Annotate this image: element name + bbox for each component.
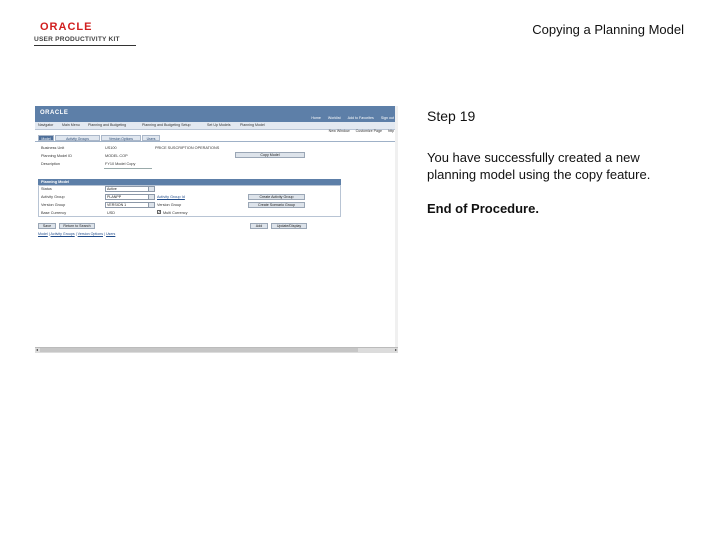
- business-unit-label: Business Unit: [41, 146, 65, 150]
- version-group-field[interactable]: [105, 202, 155, 208]
- copy-model-button[interactable]: Copy Model: [235, 152, 305, 158]
- home-link[interactable]: Home: [311, 116, 321, 120]
- base-currency-label: Base Currency: [41, 211, 67, 215]
- step-description: You have successfully created a new planning model using the copy feature.: [427, 150, 651, 182]
- new-window-link[interactable]: New Window: [328, 129, 350, 133]
- worklist-link[interactable]: Worklist: [327, 116, 341, 120]
- end-of-procedure: End of Procedure.: [427, 201, 539, 216]
- save-button[interactable]: Save: [38, 223, 56, 229]
- description-field[interactable]: FY10 Model Copy: [105, 162, 136, 166]
- slide-title: Copying a Planning Model: [532, 22, 684, 37]
- app-header-links: [305, 116, 394, 120]
- create-scenario-group-button[interactable]: Create Scenario Group: [248, 202, 305, 208]
- lookup-icon: [148, 203, 154, 207]
- multi-currency-checkbox[interactable]: ✓: [158, 210, 161, 214]
- model-id-value: MODEL COP: [105, 154, 128, 158]
- description-label: Description: [41, 162, 60, 166]
- vertical-scrollbar[interactable]: [395, 106, 398, 347]
- bottom-tab-links: Model | Activity Groups | Version Options | Users: [38, 232, 116, 236]
- version-group-value: VERSION 1: [107, 203, 127, 207]
- application-screenshot: [35, 106, 398, 353]
- bottom-link-version-options[interactable]: Version Options: [77, 232, 104, 236]
- business-unit-desc: PRICE SUSCRIPTION OPERATIONS: [155, 146, 220, 150]
- scroll-right-icon[interactable]: ▸: [394, 347, 397, 352]
- multi-currency-label: Multi Currency: [163, 211, 188, 215]
- activity-group-label: Activity Group: [41, 195, 65, 199]
- http-link[interactable]: http: [388, 129, 394, 133]
- tab-model[interactable]: Model: [38, 135, 54, 141]
- app-header-bar: [35, 106, 398, 122]
- tab-users[interactable]: Users: [142, 135, 160, 141]
- tab-activity-groups[interactable]: Activity Groups: [55, 135, 100, 141]
- description-underline: [104, 168, 152, 169]
- add-favorites-link[interactable]: Add to Favorites: [347, 116, 374, 120]
- breadcrumb-item[interactable]: Main Menu: [62, 123, 80, 127]
- business-unit-value: US100: [105, 146, 117, 150]
- scroll-left-icon[interactable]: ◂: [35, 347, 38, 352]
- step-number: Step 19: [427, 108, 476, 124]
- activity-group-value: PLANPP: [107, 195, 122, 199]
- version-group-label: Version Group: [41, 203, 66, 207]
- status-label: Status: [41, 187, 52, 191]
- create-activity-group-button[interactable]: Create Activity Group: [248, 194, 305, 200]
- page-tools: [324, 129, 394, 133]
- model-id-label: Planning Model ID: [41, 154, 73, 158]
- breadcrumb-item[interactable]: Planning Model: [240, 123, 265, 127]
- version-group-desc: Version Group: [157, 203, 182, 207]
- planning-model-panel: [38, 185, 341, 217]
- customize-page-link[interactable]: Customize Page: [355, 129, 382, 133]
- planning-model-panel-title: Planning Model: [38, 179, 341, 185]
- chevron-down-icon: [148, 187, 154, 191]
- bottom-link-users[interactable]: Users: [105, 232, 116, 236]
- breadcrumb-item[interactable]: Planning and Budgeting Setup: [142, 123, 191, 127]
- tab-version-options[interactable]: Version Options: [101, 135, 141, 141]
- return-to-search-button[interactable]: Return to Search: [59, 223, 95, 229]
- activity-group-field[interactable]: [105, 194, 155, 200]
- scroll-thumb[interactable]: [40, 348, 358, 352]
- app-oracle-logo: ORACLE: [40, 110, 69, 116]
- add-button-label: Add: [255, 224, 263, 228]
- base-currency-value: USD: [107, 211, 116, 215]
- update-display-button[interactable]: [271, 223, 307, 229]
- update-display-label: Update/Display: [276, 224, 302, 228]
- upk-subtitle: USER PRODUCTIVITY KIT: [34, 36, 120, 43]
- breadcrumb-item[interactable]: Planning and Budgeting: [88, 123, 127, 127]
- breadcrumb-item[interactable]: Navigator: [38, 123, 54, 127]
- sign-out-link[interactable]: Sign out: [380, 116, 394, 120]
- lookup-icon: [148, 195, 154, 199]
- logo-underline: [34, 45, 136, 46]
- breadcrumb-item[interactable]: Set Up Models: [207, 123, 231, 127]
- horizontal-scrollbar[interactable]: [35, 347, 398, 353]
- status-select[interactable]: [105, 186, 155, 192]
- add-button[interactable]: [250, 223, 268, 229]
- bottom-link-activity-groups[interactable]: Activity Groups: [50, 232, 75, 236]
- bottom-link-model[interactable]: Model: [38, 232, 48, 236]
- oracle-wordmark: ORACLE: [40, 21, 93, 33]
- status-select-value: Active: [107, 187, 117, 191]
- activity-group-link[interactable]: Activity Group Id: [157, 195, 185, 199]
- tab-divider: [35, 141, 398, 142]
